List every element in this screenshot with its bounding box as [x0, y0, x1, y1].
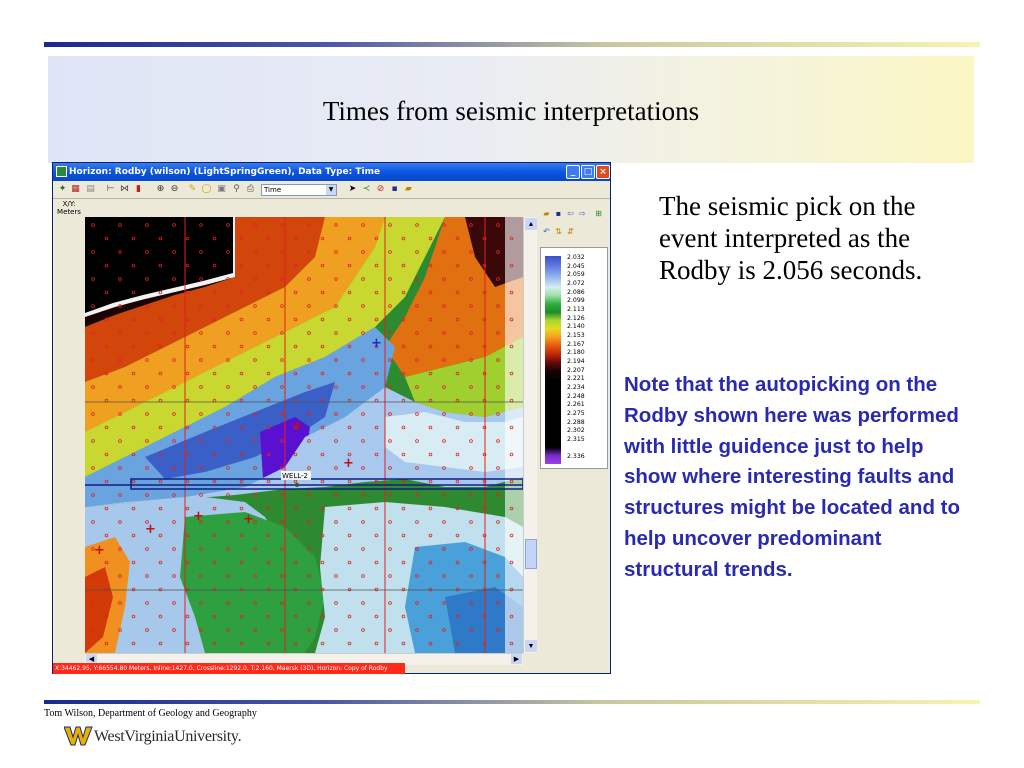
- horizon-tool-icon[interactable]: ✦: [58, 184, 67, 194]
- datatype-select[interactable]: [261, 184, 337, 196]
- units-label: Meters: [57, 208, 81, 216]
- legend-value: 2.261: [567, 401, 585, 409]
- wvu-logo: [64, 725, 244, 751]
- save-icon[interactable]: ▪: [555, 209, 562, 218]
- open-folder-icon[interactable]: ▰: [405, 184, 412, 194]
- scroll-left-button[interactable]: ◀: [86, 654, 97, 664]
- wvu-wordmark: WestVirginiaUniversity.: [94, 728, 242, 745]
- grid-add-icon[interactable]: ⊞: [595, 209, 602, 218]
- arrow-left-icon[interactable]: ⇦: [567, 209, 574, 218]
- pick-text: The seismic pick on the event interpreted as the Rodby is 2.056 seconds.: [659, 191, 923, 285]
- lasso-icon[interactable]: ◯: [201, 184, 212, 194]
- svg-text:+: +: [94, 543, 105, 558]
- chevron-down-icon[interactable]: ▼: [326, 185, 336, 195]
- horizon-map-svg[interactable]: [85, 217, 523, 653]
- svg-text:+: +: [371, 336, 382, 351]
- window-title: Horizon: Rodby (wilson) (LightSpringGreen), Data Type: Time: [69, 167, 381, 177]
- title-band: [48, 56, 974, 163]
- top-rule: [44, 42, 980, 47]
- grid-select-icon[interactable]: ▣: [217, 184, 226, 194]
- legend-value: 2.045: [567, 262, 585, 270]
- grid-icon[interactable]: ▤: [86, 184, 95, 194]
- scroll-down-button[interactable]: ▼: [525, 640, 537, 652]
- legend-value: 2.153: [567, 332, 585, 340]
- palette-icon[interactable]: ▦: [71, 184, 80, 194]
- sort-icon[interactable]: ⇅: [555, 227, 562, 236]
- side-toolbar: [541, 203, 607, 239]
- svg-text:+: +: [145, 522, 156, 537]
- zoom-in-icon[interactable]: ⊕: [156, 184, 165, 194]
- undo-icon[interactable]: ↶: [543, 227, 550, 236]
- marker-icon[interactable]: ▮: [136, 184, 141, 194]
- legend-value: 2.072: [567, 280, 585, 288]
- open-icon[interactable]: ▰: [543, 209, 550, 218]
- legend-value: 2.167: [567, 340, 585, 348]
- pointer-icon[interactable]: ➤: [348, 184, 357, 194]
- arrow-right-icon[interactable]: ⇨: [579, 209, 586, 218]
- seismic-icon[interactable]: ⋈: [120, 184, 129, 194]
- window-titlebar[interactable]: [53, 163, 610, 181]
- status-bar: X:34462.95, Y:66554.80 Meters, Inline:1427.0, Crossline:1292.0, T:2.160, Maersk (3D), Horizon: Copy of Rodby: [53, 663, 405, 674]
- legend-value: 2.126: [567, 314, 585, 322]
- svg-text:+: +: [343, 456, 354, 471]
- scroll-thumb[interactable]: [525, 539, 537, 569]
- color-legend: [540, 247, 608, 469]
- legend-value: 2.140: [567, 323, 585, 331]
- minimize-button[interactable]: _: [566, 165, 580, 179]
- legend-value: 2.234: [567, 384, 585, 392]
- horizon-map[interactable]: [85, 217, 523, 653]
- legend-value: 2.221: [567, 375, 585, 383]
- slide-title: Times from seismic interpretations: [322, 96, 700, 126]
- maximize-button[interactable]: □: [581, 165, 595, 179]
- well-icon[interactable]: ⊢: [106, 184, 115, 194]
- legend-value: 2.315: [567, 436, 585, 444]
- app-icon: [56, 166, 67, 177]
- svg-text:+: +: [243, 512, 254, 527]
- legend-value: 2.275: [567, 410, 585, 418]
- legend-labels: [567, 254, 585, 462]
- note-text: Note that the autopicking on the Rodby shown here was performed with little guidence just to help show where interesting faults and structures might be located and to help uncover predominant structural trends.: [624, 373, 961, 581]
- legend-value: 2.288: [567, 418, 585, 426]
- scroll-up-button[interactable]: ▲: [525, 218, 537, 230]
- print-icon[interactable]: ⎙: [246, 184, 255, 194]
- svg-text:+: +: [193, 509, 204, 524]
- legend-value: 2.113: [567, 306, 585, 314]
- delete-icon[interactable]: ⊘: [376, 184, 385, 194]
- vertical-scrollbar[interactable]: [523, 217, 537, 653]
- toolbar: [53, 181, 610, 199]
- legend-value: 2.207: [567, 366, 585, 374]
- xy-label: X/Y:: [62, 200, 76, 208]
- pencil-icon[interactable]: ✎: [188, 184, 197, 194]
- scroll-right-button[interactable]: ▶: [511, 654, 522, 664]
- bottom-rule: [44, 700, 980, 704]
- well-label: WELL-2: [282, 472, 309, 480]
- legend-value: 2.032: [567, 254, 585, 261]
- coordinate-label: [55, 200, 83, 216]
- pin-icon[interactable]: ⚲: [233, 184, 240, 194]
- svg-text:+: +: [292, 419, 303, 434]
- footer-text: Tom Wilson, Department of Geology and Geography: [44, 708, 257, 719]
- legend-value: 2.099: [567, 297, 585, 305]
- autopick-icon[interactable]: ≺: [362, 184, 371, 194]
- filter-icon[interactable]: ⇵: [567, 227, 574, 236]
- color-scale-bar: [545, 256, 561, 464]
- save-icon[interactable]: ▪: [391, 184, 398, 194]
- wv-logo-icon: [64, 725, 94, 747]
- legend-value: 2.248: [567, 392, 585, 400]
- legend-value: 2.302: [567, 427, 585, 435]
- legend-value: 2.059: [567, 271, 585, 279]
- close-button[interactable]: ×: [596, 165, 610, 179]
- legend-value: [567, 445, 585, 454]
- legend-value: 2.336: [567, 453, 585, 461]
- datatype-select-value: Time: [264, 186, 282, 194]
- legend-value: 2.194: [567, 358, 585, 366]
- legend-value: 2.086: [567, 288, 585, 296]
- zoom-out-icon[interactable]: ⊖: [170, 184, 179, 194]
- horizon-window: [52, 162, 611, 674]
- legend-value: 2.180: [567, 349, 585, 357]
